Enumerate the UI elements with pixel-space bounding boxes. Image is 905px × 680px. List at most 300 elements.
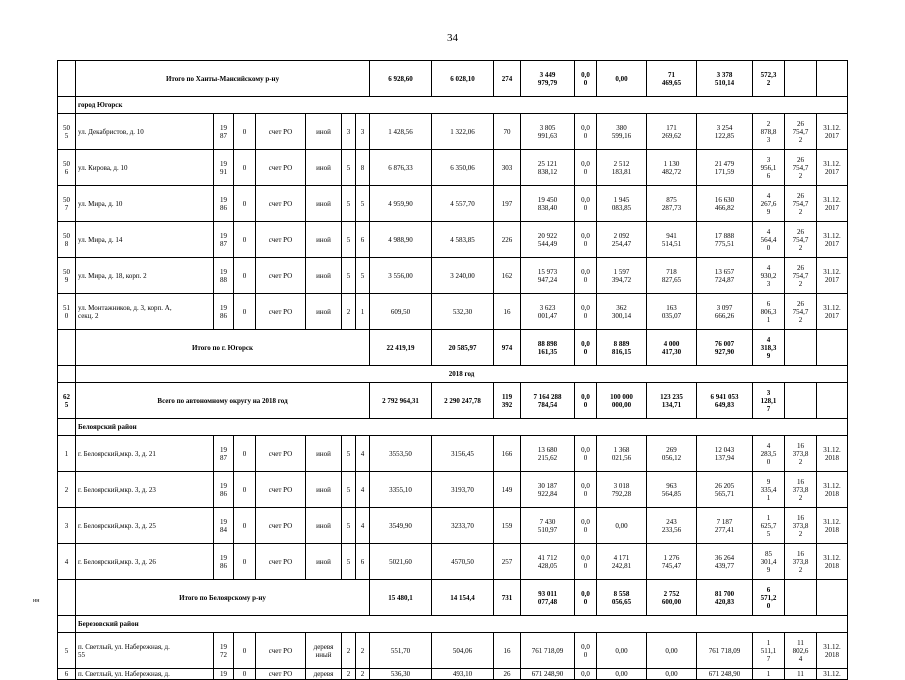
table-row (58, 436, 848, 472)
total-federal: 0,0 0 (575, 61, 597, 97)
table-row (58, 472, 848, 508)
table-row (58, 633, 848, 669)
total-living-area: 20 585,97 (432, 330, 494, 366)
floors: 2 (342, 633, 356, 669)
residents: 70 (494, 114, 521, 150)
total-living-area: 2 290 247,78 (432, 383, 494, 419)
commissioning-year: 0 (234, 258, 256, 294)
build-year: 19 84 (214, 508, 234, 544)
entrances: 2 (356, 669, 370, 680)
account-type: счет РО (256, 472, 306, 508)
row-number (58, 580, 76, 616)
living-area: 3156,45 (432, 436, 494, 472)
living-area: 6 350,06 (432, 150, 494, 186)
repair-cost: 19 450 838,40 (521, 186, 575, 222)
total-limit (785, 61, 817, 97)
regional-funds: 0,00 (597, 508, 647, 544)
total-label: Итого по Белоярскому р-ну (76, 580, 370, 616)
living-area: 504,06 (432, 633, 494, 669)
unit-cost: 4 930,2 3 (753, 258, 785, 294)
year-header-row (58, 366, 848, 383)
account-type: счет РО (256, 294, 306, 330)
commissioning-year: 0 (234, 186, 256, 222)
federal-funds: 0,0 0 (575, 150, 597, 186)
address: п. Светлый, ул. Набережная, д. 55 (76, 633, 214, 669)
deadline: 31.12. 2017 (817, 186, 848, 222)
table-row (58, 186, 848, 222)
living-area: 4 583,85 (432, 222, 494, 258)
limit-cost: 16 373,8 2 (785, 472, 817, 508)
row-number: 1 (58, 436, 76, 472)
entrances: 5 (356, 186, 370, 222)
total-unit-cost: 6 571,2 0 (753, 580, 785, 616)
unit-cost: 9 335,4 1 (753, 472, 785, 508)
wall-material: иной (306, 222, 342, 258)
floors: 5 (342, 544, 356, 580)
floors: 5 (342, 150, 356, 186)
residents: 257 (494, 544, 521, 580)
section-header-row (58, 616, 848, 633)
limit-cost: 11 802,6 4 (785, 633, 817, 669)
row-number: 51 0 (58, 294, 76, 330)
floors: 5 (342, 222, 356, 258)
table-row (58, 150, 848, 186)
total-owners: 6 941 053 649,83 (697, 383, 753, 419)
federal-funds: 0,0 (575, 669, 597, 680)
residents: 16 (494, 633, 521, 669)
regional-funds: 2 512 183,81 (597, 150, 647, 186)
wall-material: иной (306, 150, 342, 186)
regional-funds: 362 300,14 (597, 294, 647, 330)
address: г. Белоярский,мкр. 3, д. 21 (76, 436, 214, 472)
unit-cost: 1 (753, 669, 785, 680)
total-regional: 8 889 816,15 (597, 330, 647, 366)
account-type: счет РО (256, 114, 306, 150)
limit-cost: 16 373,8 2 (785, 436, 817, 472)
unit-cost: 85 301,4 9 (753, 544, 785, 580)
total-area: 2 792 964,31 (370, 383, 432, 419)
limit-cost: 11 (785, 669, 817, 680)
footer-mark: нн (33, 598, 40, 604)
unit-cost: 3 956,1 6 (753, 150, 785, 186)
local-funds: 718 827,65 (647, 258, 697, 294)
row-number: 50 6 (58, 150, 76, 186)
federal-funds: 0,0 0 (575, 258, 597, 294)
repair-cost: 13 680 215,62 (521, 436, 575, 472)
entrances: 4 (356, 436, 370, 472)
owner-funds: 36 264 439,77 (697, 544, 753, 580)
owner-funds: 12 043 137,94 (697, 436, 753, 472)
living-area: 532,30 (432, 294, 494, 330)
total-residents: 119 392 (494, 383, 521, 419)
row-number (58, 61, 76, 97)
owner-funds: 3 097 666,26 (697, 294, 753, 330)
address: ул. Мира, д. 14 (76, 222, 214, 258)
build-year: 19 87 (214, 222, 234, 258)
build-year: 19 88 (214, 258, 234, 294)
total-residents: 974 (494, 330, 521, 366)
repair-cost: 761 718,09 (521, 633, 575, 669)
local-funds: 941 514,51 (647, 222, 697, 258)
subtotal-row (58, 580, 848, 616)
build-year: 19 91 (214, 150, 234, 186)
account-type: счет РО (256, 150, 306, 186)
deadline: 31.12. 2017 (817, 114, 848, 150)
commissioning-year: 0 (234, 633, 256, 669)
wall-material: иной (306, 186, 342, 222)
total-cost: 93 011 077,48 (521, 580, 575, 616)
row-number: 5 (58, 633, 76, 669)
row-number: 3 (58, 508, 76, 544)
address: ул. Мира, д. 10 (76, 186, 214, 222)
federal-funds: 0,0 0 (575, 508, 597, 544)
table-row (58, 258, 848, 294)
total-label: Всего по автономному округу на 2018 год (76, 383, 370, 419)
row-number: 50 9 (58, 258, 76, 294)
address: г. Белоярский,мкр. 3, д. 25 (76, 508, 214, 544)
deadline: 31.12. 2018 (817, 472, 848, 508)
total-area: 3 556,00 (370, 258, 432, 294)
unit-cost: 1 511,1 7 (753, 633, 785, 669)
account-type: счет РО (256, 508, 306, 544)
total-owners: 76 007 927,90 (697, 330, 753, 366)
wall-material: иной (306, 258, 342, 294)
account-type: счет РО (256, 669, 306, 680)
total-local: 2 752 600,00 (647, 580, 697, 616)
local-funds: 243 233,56 (647, 508, 697, 544)
address: г. Белоярский,мкр. 3, д. 26 (76, 544, 214, 580)
deadline: 31.12. 2017 (817, 150, 848, 186)
total-deadline (817, 61, 848, 97)
entrances: 6 (356, 544, 370, 580)
grand-total-row (58, 383, 848, 419)
floors: 5 (342, 472, 356, 508)
deadline: 31.12. 2017 (817, 222, 848, 258)
local-funds: 163 035,07 (647, 294, 697, 330)
regional-funds: 3 018 792,28 (597, 472, 647, 508)
row-number (58, 330, 76, 366)
repair-cost: 25 121 838,12 (521, 150, 575, 186)
local-funds: 875 287,73 (647, 186, 697, 222)
total-limit (785, 580, 817, 616)
account-type: счет РО (256, 544, 306, 580)
total-owners: 3 378 510,14 (697, 61, 753, 97)
living-area: 1 322,06 (432, 114, 494, 150)
wall-material: иной (306, 436, 342, 472)
commissioning-year: 0 (234, 669, 256, 680)
total-area: 4 988,90 (370, 222, 432, 258)
subtotal-row (58, 61, 848, 97)
total-owners: 81 700 420,83 (697, 580, 753, 616)
total-area: 22 419,19 (370, 330, 432, 366)
build-year: 19 87 (214, 114, 234, 150)
section-header-label: город Югорск (76, 97, 848, 114)
address: ул. Кирова, д. 10 (76, 150, 214, 186)
section-header-label: Березовский район (76, 616, 848, 633)
repair-cost: 7 430 510,97 (521, 508, 575, 544)
limit-cost: 26 754,7 2 (785, 294, 817, 330)
wall-material: деревя (306, 669, 342, 680)
total-limit (785, 330, 817, 366)
floors: 3 (342, 114, 356, 150)
entrances: 4 (356, 508, 370, 544)
federal-funds: 0,0 0 (575, 544, 597, 580)
local-funds: 269 056,12 (647, 436, 697, 472)
living-area: 3233,70 (432, 508, 494, 544)
build-year: 19 86 (214, 294, 234, 330)
entrances: 8 (356, 150, 370, 186)
regional-funds: 1 945 083,85 (597, 186, 647, 222)
residents: 159 (494, 508, 521, 544)
build-year: 19 86 (214, 544, 234, 580)
total-area: 3355,10 (370, 472, 432, 508)
address: ул. Мира, д. 18, корп. 2 (76, 258, 214, 294)
entrances: 1 (356, 294, 370, 330)
repair-cost: 671 248,90 (521, 669, 575, 680)
table-row (58, 544, 848, 580)
wall-material: иной (306, 508, 342, 544)
federal-funds: 0,0 0 (575, 294, 597, 330)
row-number: 6 (58, 669, 76, 680)
unit-cost: 4 283,5 0 (753, 436, 785, 472)
commissioning-year: 0 (234, 544, 256, 580)
commissioning-year: 0 (234, 472, 256, 508)
limit-cost: 26 754,7 2 (785, 150, 817, 186)
regional-funds: 0,00 (597, 633, 647, 669)
repair-cost: 3 623 001,47 (521, 294, 575, 330)
total-area: 6 928,60 (370, 61, 432, 97)
floors: 5 (342, 436, 356, 472)
deadline: 31.12. 2018 (817, 633, 848, 669)
entrances: 3 (356, 114, 370, 150)
regional-funds: 1 368 021,56 (597, 436, 647, 472)
limit-cost: 26 754,7 2 (785, 186, 817, 222)
federal-funds: 0,0 0 (575, 222, 597, 258)
row-number: 50 8 (58, 222, 76, 258)
local-funds: 1 130 482,72 (647, 150, 697, 186)
repair-cost: 15 973 947,24 (521, 258, 575, 294)
total-deadline (817, 383, 848, 419)
wall-material: иной (306, 114, 342, 150)
account-type: счет РО (256, 186, 306, 222)
deadline: 31.12. 2017 (817, 294, 848, 330)
unit-cost: 6 806,3 1 (753, 294, 785, 330)
wall-material: иной (306, 472, 342, 508)
repair-cost: 30 187 922,84 (521, 472, 575, 508)
deadline: 31.12. 2018 (817, 508, 848, 544)
living-area: 3 240,00 (432, 258, 494, 294)
row-number: 50 7 (58, 186, 76, 222)
total-federal: 0,0 0 (575, 580, 597, 616)
total-federal: 0,0 0 (575, 383, 597, 419)
total-area: 609,50 (370, 294, 432, 330)
local-funds: 963 564,85 (647, 472, 697, 508)
wall-material: деревя нный (306, 633, 342, 669)
row-number: 2 (58, 472, 76, 508)
section-header-row (58, 419, 848, 436)
table-row (58, 294, 848, 330)
total-area: 3553,50 (370, 436, 432, 472)
federal-funds: 0,0 0 (575, 186, 597, 222)
row-number: 62 5 (58, 383, 76, 419)
federal-funds: 0,0 0 (575, 633, 597, 669)
unit-cost: 1 625,7 5 (753, 508, 785, 544)
total-area: 3549,90 (370, 508, 432, 544)
owner-funds: 761 718,09 (697, 633, 753, 669)
residents: 166 (494, 436, 521, 472)
total-living-area: 6 028,10 (432, 61, 494, 97)
residents: 149 (494, 472, 521, 508)
total-unit-cost: 4 318,3 9 (753, 330, 785, 366)
address: г. Белоярский,мкр. 3, д. 23 (76, 472, 214, 508)
local-funds: 0,00 (647, 633, 697, 669)
floors: 2 (342, 669, 356, 680)
regional-funds: 380 599,16 (597, 114, 647, 150)
total-area: 4 959,90 (370, 186, 432, 222)
regional-funds: 0,00 (597, 669, 647, 680)
total-residents: 731 (494, 580, 521, 616)
federal-funds: 0,0 0 (575, 114, 597, 150)
floors: 5 (342, 258, 356, 294)
owner-funds: 13 657 724,87 (697, 258, 753, 294)
commissioning-year: 0 (234, 222, 256, 258)
account-type: счет РО (256, 222, 306, 258)
total-label: Итого по Ханты-Мансийскому р-ну (76, 61, 370, 97)
total-unit-cost: 3 128,1 7 (753, 383, 785, 419)
total-local: 123 235 134,71 (647, 383, 697, 419)
build-year: 19 87 (214, 436, 234, 472)
undefined (58, 616, 76, 633)
commissioning-year: 0 (234, 150, 256, 186)
row-number: 4 (58, 544, 76, 580)
total-deadline (817, 580, 848, 616)
total-label: Итого по г. Югорск (76, 330, 370, 366)
total-regional: 100 000 000,00 (597, 383, 647, 419)
unit-cost: 4 564,4 0 (753, 222, 785, 258)
owner-funds: 3 254 122,85 (697, 114, 753, 150)
local-funds: 1 276 745,47 (647, 544, 697, 580)
federal-funds: 0,0 0 (575, 436, 597, 472)
total-unit-cost: 572,3 2 (753, 61, 785, 97)
capital-repair-table (57, 60, 848, 680)
undefined (58, 366, 76, 383)
wall-material: иной (306, 294, 342, 330)
repair-cost: 20 922 544,49 (521, 222, 575, 258)
build-year: 19 86 (214, 186, 234, 222)
owner-funds: 7 187 277,41 (697, 508, 753, 544)
total-federal: 0,0 0 (575, 330, 597, 366)
unit-cost: 4 267,6 9 (753, 186, 785, 222)
floors: 5 (342, 508, 356, 544)
entrances: 4 (356, 472, 370, 508)
undefined (58, 419, 76, 436)
address: ул. Декабристов, д. 10 (76, 114, 214, 150)
table-row (58, 222, 848, 258)
regional-funds: 4 171 242,81 (597, 544, 647, 580)
total-area: 6 876,33 (370, 150, 432, 186)
table-row (58, 114, 848, 150)
regional-funds: 1 597 394,72 (597, 258, 647, 294)
residents: 226 (494, 222, 521, 258)
year-header-label: 2018 год (76, 366, 848, 383)
commissioning-year: 0 (234, 114, 256, 150)
total-deadline (817, 330, 848, 366)
owner-funds: 16 630 466,82 (697, 186, 753, 222)
limit-cost: 26 754,7 2 (785, 222, 817, 258)
total-residents: 274 (494, 61, 521, 97)
limit-cost: 16 373,8 2 (785, 544, 817, 580)
residents: 16 (494, 294, 521, 330)
residents: 303 (494, 150, 521, 186)
total-area: 15 480,1 (370, 580, 432, 616)
owner-funds: 21 479 171,59 (697, 150, 753, 186)
residents: 162 (494, 258, 521, 294)
commissioning-year: 0 (234, 508, 256, 544)
account-type: счет РО (256, 633, 306, 669)
total-regional: 8 558 056,65 (597, 580, 647, 616)
address: п. Светлый, ул. Набережная, д. (76, 669, 214, 680)
local-funds: 171 269,62 (647, 114, 697, 150)
repair-cost: 3 805 991,63 (521, 114, 575, 150)
entrances: 2 (356, 633, 370, 669)
page-number: 34 (447, 32, 458, 44)
undefined (58, 97, 76, 114)
build-year: 19 72 (214, 633, 234, 669)
total-cost: 7 164 288 784,54 (521, 383, 575, 419)
deadline: 31.12. 2018 (817, 544, 848, 580)
floors: 2 (342, 294, 356, 330)
living-area: 3193,70 (432, 472, 494, 508)
entrances: 6 (356, 222, 370, 258)
section-header-label: Белоярский район (76, 419, 848, 436)
total-local: 71 469,65 (647, 61, 697, 97)
account-type: счет РО (256, 258, 306, 294)
deadline: 31.12. 2018 (817, 436, 848, 472)
total-cost: 88 898 161,35 (521, 330, 575, 366)
limit-cost: 26 754,7 2 (785, 258, 817, 294)
limit-cost: 26 754,7 2 (785, 114, 817, 150)
floors: 5 (342, 186, 356, 222)
row-number: 50 5 (58, 114, 76, 150)
table-row (58, 508, 848, 544)
living-area: 4 557,70 (432, 186, 494, 222)
owner-funds: 26 205 565,71 (697, 472, 753, 508)
deadline: 31.12. 2017 (817, 258, 848, 294)
total-living-area: 14 154,4 (432, 580, 494, 616)
living-area: 4570,50 (432, 544, 494, 580)
commissioning-year: 0 (234, 294, 256, 330)
build-year: 19 (214, 669, 234, 680)
total-area: 1 428,56 (370, 114, 432, 150)
total-cost: 3 449 979,79 (521, 61, 575, 97)
owner-funds: 671 248,90 (697, 669, 753, 680)
commissioning-year: 0 (234, 436, 256, 472)
total-limit (785, 383, 817, 419)
total-area: 5021,60 (370, 544, 432, 580)
account-type: счет РО (256, 436, 306, 472)
living-area: 493,10 (432, 669, 494, 680)
total-area: 551,70 (370, 633, 432, 669)
section-header-row (58, 97, 848, 114)
local-funds: 0,00 (647, 669, 697, 680)
address: ул. Монтажников, д. 3, корп. А, секц. 2 (76, 294, 214, 330)
residents: 26 (494, 669, 521, 680)
residents: 197 (494, 186, 521, 222)
owner-funds: 17 888 775,51 (697, 222, 753, 258)
total-area: 536,30 (370, 669, 432, 680)
unit-cost: 2 878,8 3 (753, 114, 785, 150)
wall-material: иной (306, 544, 342, 580)
